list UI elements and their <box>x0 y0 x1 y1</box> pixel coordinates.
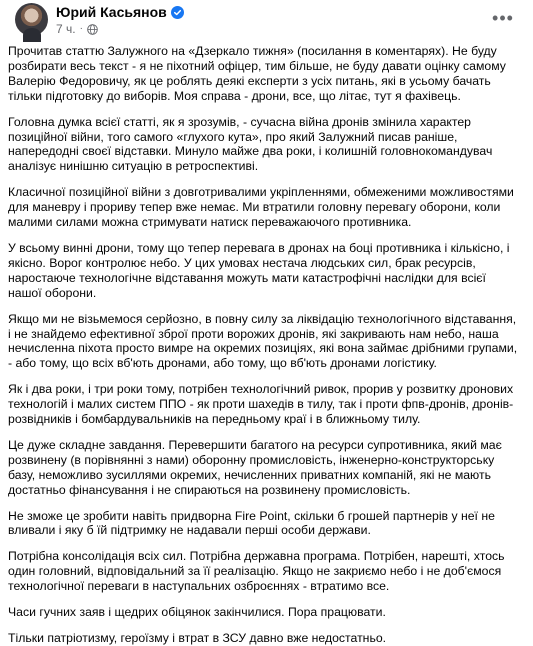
author-name[interactable]: Юрий Касьянов <box>56 4 167 20</box>
avatar[interactable] <box>15 3 48 36</box>
post-paragraph: Часи гучних заяв і щедрих обіцянок закінчилися. Пора працювати. <box>8 605 386 620</box>
post-paragraph: Тільки патріотизму, героїзму і втрат в ЗСУ давно вже недостатньо. <box>8 631 387 645</box>
post-body <box>8 44 521 646</box>
post-paragraph: Головна думка всієї статті, як я зрозумів, - сучасна війна дронів змінила характер позиційної війни, того самого «глухого кута», про який Залужний писав раніше, напередодні своєї відставки. Минуло майже два роки, і колишній головнокомандувач аналізує нинішню ситуацію в ретроспективі. <box>8 114 493 174</box>
author-line <box>56 3 184 21</box>
post-header <box>8 0 521 44</box>
verified-badge-icon <box>171 6 184 19</box>
post-paragraph: Не зможе це зробити навіть придворна Fire Point, скільки б грошей партнерів у неї не вливали і яку б їй підтримку не надавали перші особи держави. <box>8 508 495 538</box>
post-paragraph: Це дуже складне завдання. Перевершити багатого на ресурси супротивника, який має розвинену (в порівнянні з нами) оборонну промисловість, інженерно-конструкторську базу, неможливо зусиллями окремих, нечисленних приватних компаній, які не мають достатньо фінансування і не спираються на розвинену промисловість. <box>8 437 502 497</box>
post-paragraph: Потрібна консолідація всіх сил. Потрібна державна програма. Потрібен, нарешті, хтось один головний, відповідальний за її реалізацію. Якщо не закриємо небо і не доб'ємося технологічної переваги в наступальних озброєннях - втратимо все. <box>8 549 505 594</box>
post-timestamp[interactable]: 7 ч. <box>56 22 76 36</box>
post-paragraph: Класичної позиційної війни з довготривалими укріпленнями, обмеженими можливостями для маневру і прориву тепер вже немає. Ми втратили головну перевагу оборони, коли малими силами можна стримувати натиск переважаючого противника. <box>8 185 514 230</box>
post-paragraph: Якщо ми не візьмемося серйозно, в повну силу за ліквідацію технологічного відставання, і не знайдемо ефективної зброї проти ворожих дронів, які закривають нам небо, наша нечисленна піхота просто вимре на окремих позиціях, які вона займає дрібними групами, - або тому, що всіх вб'ють дронами, або тому, що вб'ють дронами логістику. <box>8 311 518 371</box>
ellipsis-icon: ••• <box>492 8 514 28</box>
post-paragraph: Як і два роки, і три роки тому, потрібен технологічний ривок, прорив у розвитку дронових технологій і малих систем ППО - як проти шахедів в тилу, так і проти фпв-дронів, дронів-розвідників і бомбардувальників на передньому краї і в ближньому тилу. <box>8 382 514 427</box>
post-paragraph: Прочитав статтю Залужного на «Дзеркало тижня» (посилання в коментарях). Не буду розбирати весь текст - я не піхотний офіцер, тим більше, не буду давати оцінку самому Валерію Федоровичу, як це роблять деякі експерти з усіх питань, які в усьому бачать тільки підготовку до виборів. Моя справа - дрони, все, що літає, тут я фахівець. <box>8 44 506 103</box>
meta-separator: · <box>79 23 83 34</box>
globe-icon[interactable] <box>87 24 98 35</box>
post-paragraph: У всьому винні дрони, тому що тепер перевага в дронах на боці противника і кількісно, і якісно. Ворог контролює небо. У цих умовах нестача людських сил, брак ресурсів, наростаюче технологічне відставання можуть мати катастрофічні наслідки для всієї нашої оборони. <box>8 240 510 300</box>
more-options-button[interactable] <box>489 6 517 30</box>
post-meta <box>56 21 98 37</box>
